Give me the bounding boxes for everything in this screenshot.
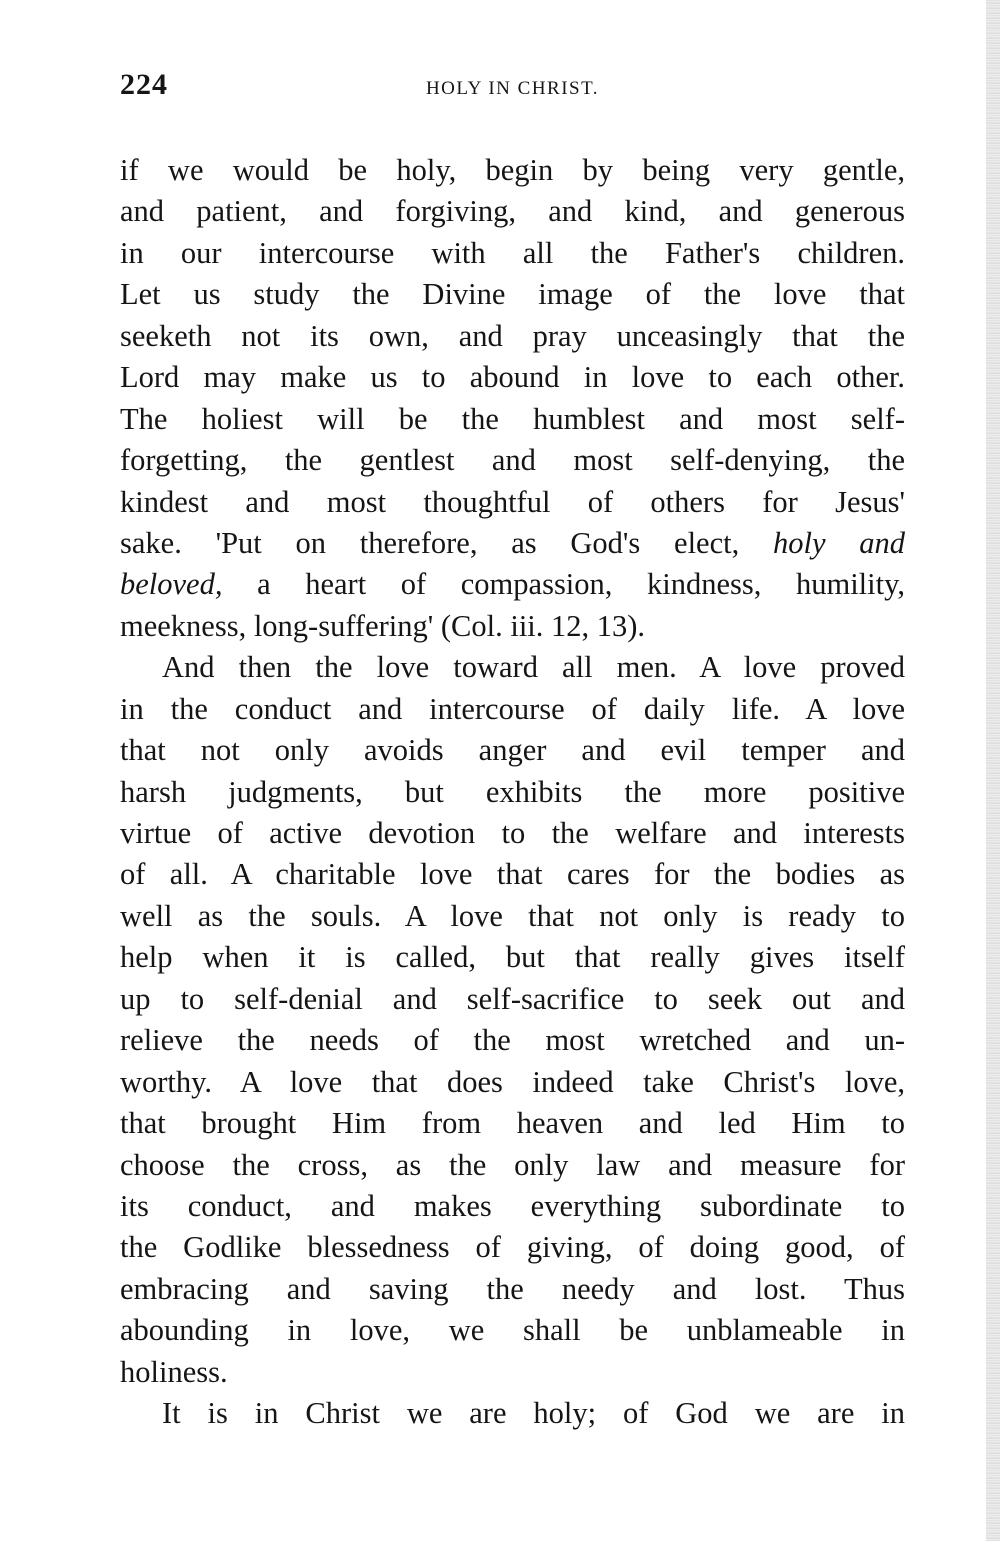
text-line: relieve the needs of the most wretched and un- bbox=[120, 1023, 905, 1058]
text-line: in the conduct and intercourse of daily life. A love bbox=[120, 691, 905, 726]
text-line: The holiest will be the humblest and most self- bbox=[120, 401, 905, 436]
text-line: choose the cross, as the only law and measure for bbox=[120, 1147, 905, 1182]
text-line: meekness, long-suffering' (Col. iii. 12, 13). bbox=[120, 608, 646, 643]
text-line: well as the souls. A love that not only is ready to bbox=[120, 898, 905, 933]
page-edge bbox=[986, 0, 1000, 1541]
text-line: if we would be holy, begin by being very gentle, bbox=[120, 153, 905, 187]
text-line: forgetting, the gentlest and most self-denying, the bbox=[120, 443, 905, 478]
text-segment: a heart of compassion, kindness, humility, bbox=[257, 567, 905, 602]
text-line: Let us study the Divine image of the love that bbox=[120, 277, 905, 312]
italic-segment: beloved, bbox=[120, 567, 223, 602]
paragraph-start-line: And then the love toward all men. A love proved bbox=[162, 650, 905, 685]
text-line: holiness. bbox=[120, 1354, 228, 1389]
text-line: help when it is called, but that really gives itself bbox=[120, 940, 905, 975]
body-text bbox=[120, 150, 905, 1435]
text-line: and patient, and forgiving, and kind, and generous bbox=[120, 194, 905, 229]
text-line: worthy. A love that does indeed take Christ's love, bbox=[120, 1064, 905, 1099]
italic-segment: holy and bbox=[772, 525, 906, 560]
text-line: kindest and most thoughtful of others for Jesus' bbox=[120, 484, 905, 519]
text-line: seeketh not its own, and pray unceasingly that the bbox=[120, 318, 905, 353]
text-line-with-italic bbox=[120, 564, 905, 605]
text-line: virtue of active devotion to the welfare and interests bbox=[120, 816, 905, 850]
text-line: in our intercourse with all the Father's children. bbox=[120, 235, 905, 270]
text-line: that brought Him from heaven and led Him to bbox=[120, 1106, 905, 1141]
running-head bbox=[120, 68, 905, 108]
text-line: that not only avoids anger and evil temper and bbox=[120, 733, 905, 768]
paragraph-start-line: It is in Christ we are holy; of God we are in bbox=[162, 1396, 905, 1431]
text-line: the Godlike blessedness of giving, of doing good, of bbox=[120, 1230, 905, 1265]
text-line: of all. A charitable love that cares for the bodies as bbox=[120, 857, 905, 892]
text-line-with-italic bbox=[120, 523, 905, 564]
text-line: embracing and saving the needy and lost. Thus bbox=[120, 1271, 905, 1306]
text-line: Lord may make us to abound in love to each other. bbox=[120, 360, 905, 395]
text-line: up to self-denial and self-sacrifice to seek out and bbox=[120, 981, 905, 1016]
running-title: HOLY IN CHRIST. bbox=[425, 78, 600, 99]
text-segment: sake. 'Put on therefore, as God's elect, bbox=[120, 525, 740, 560]
page-number: 224 bbox=[120, 68, 168, 101]
text-line: harsh judgments, but exhibits the more positive bbox=[120, 774, 905, 809]
text-line: its conduct, and makes everything subordinate to bbox=[120, 1188, 905, 1223]
text-line: abounding in love, we shall be unblameable in bbox=[120, 1313, 905, 1348]
